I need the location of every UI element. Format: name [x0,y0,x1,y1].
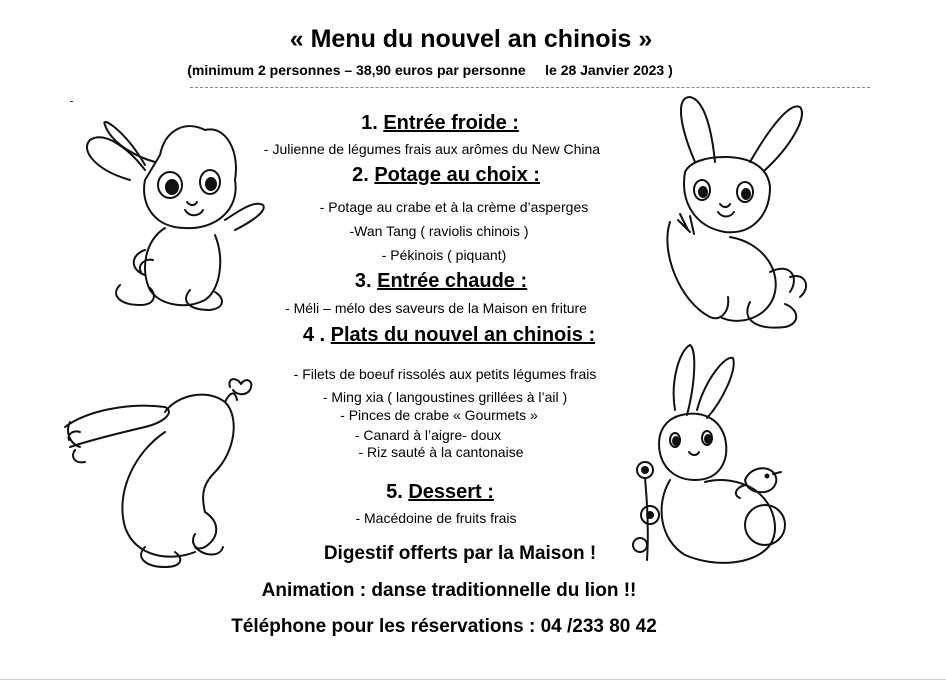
dashed-divider [190,87,870,88]
animation-note: Animation : danse traditionnelle du lion !! [261,580,637,601]
section-title: Entrée chaude : [377,270,528,292]
menu-item: - Pinces de crabe « Gourmets » [340,407,538,423]
stray-mark [70,101,73,102]
telephone-note: Téléphone pour les réservations : 04 /233 80 42 [231,616,657,637]
section-number: 1. [361,112,378,134]
bunny-carrot-illustration [650,92,850,332]
page-edge-line [0,679,946,680]
menu-title: « Menu du nouvel an chinois » [289,25,653,53]
section-heading-entree-chaude [355,270,527,293]
bunny-waving-illustration [75,110,275,320]
section-number: 2. [352,164,369,186]
section-number: 5. [386,481,403,503]
section-heading-entree-froide [361,112,519,135]
section-number: 3. [354,270,372,292]
menu-item: - Filets de boeuf rissolés aux petits légumes frais [293,366,597,382]
menu-item: -Wan Tang ( raviolis chinois ) [349,223,529,239]
bunny-flowers-bird-illustration [625,340,815,570]
menu-item: - Méli – mélo des saveurs de la Maison en friture [285,300,587,316]
digestif-note: Digestif offerts par la Maison ! [323,543,597,564]
section-title: Potage au choix : [374,164,540,186]
section-heading-potage [352,164,540,187]
section-heading-plats [303,324,595,347]
menu-item: - Pékinois ( piquant) [381,247,507,263]
section-title: Plats du nouvel an chinois : [330,324,596,346]
menu-item: - Canard à l’aigre- doux [354,427,502,443]
menu-item: - Riz sauté à la cantonaise [358,444,524,460]
section-title: Dessert : [408,481,494,503]
menu-item: - Potage au crabe et à la crème d’asperges [319,199,589,215]
menu-subtitle: (minimum 2 personnes – 38,90 euros par personne le 28 Janvier 2023 ) [187,62,673,78]
section-number: 4 . [302,324,326,346]
menu-item: - Ming xia ( langoustines grillées à l’ail ) [322,389,568,405]
section-title: Entrée froide : [383,112,519,134]
menu-item: - Macédoine de fruits frais [355,510,517,526]
section-heading-dessert [386,481,494,504]
menu-item: - Julienne de légumes frais aux arômes du New China [263,141,601,157]
bunny-butterfly-illustration [55,372,275,572]
